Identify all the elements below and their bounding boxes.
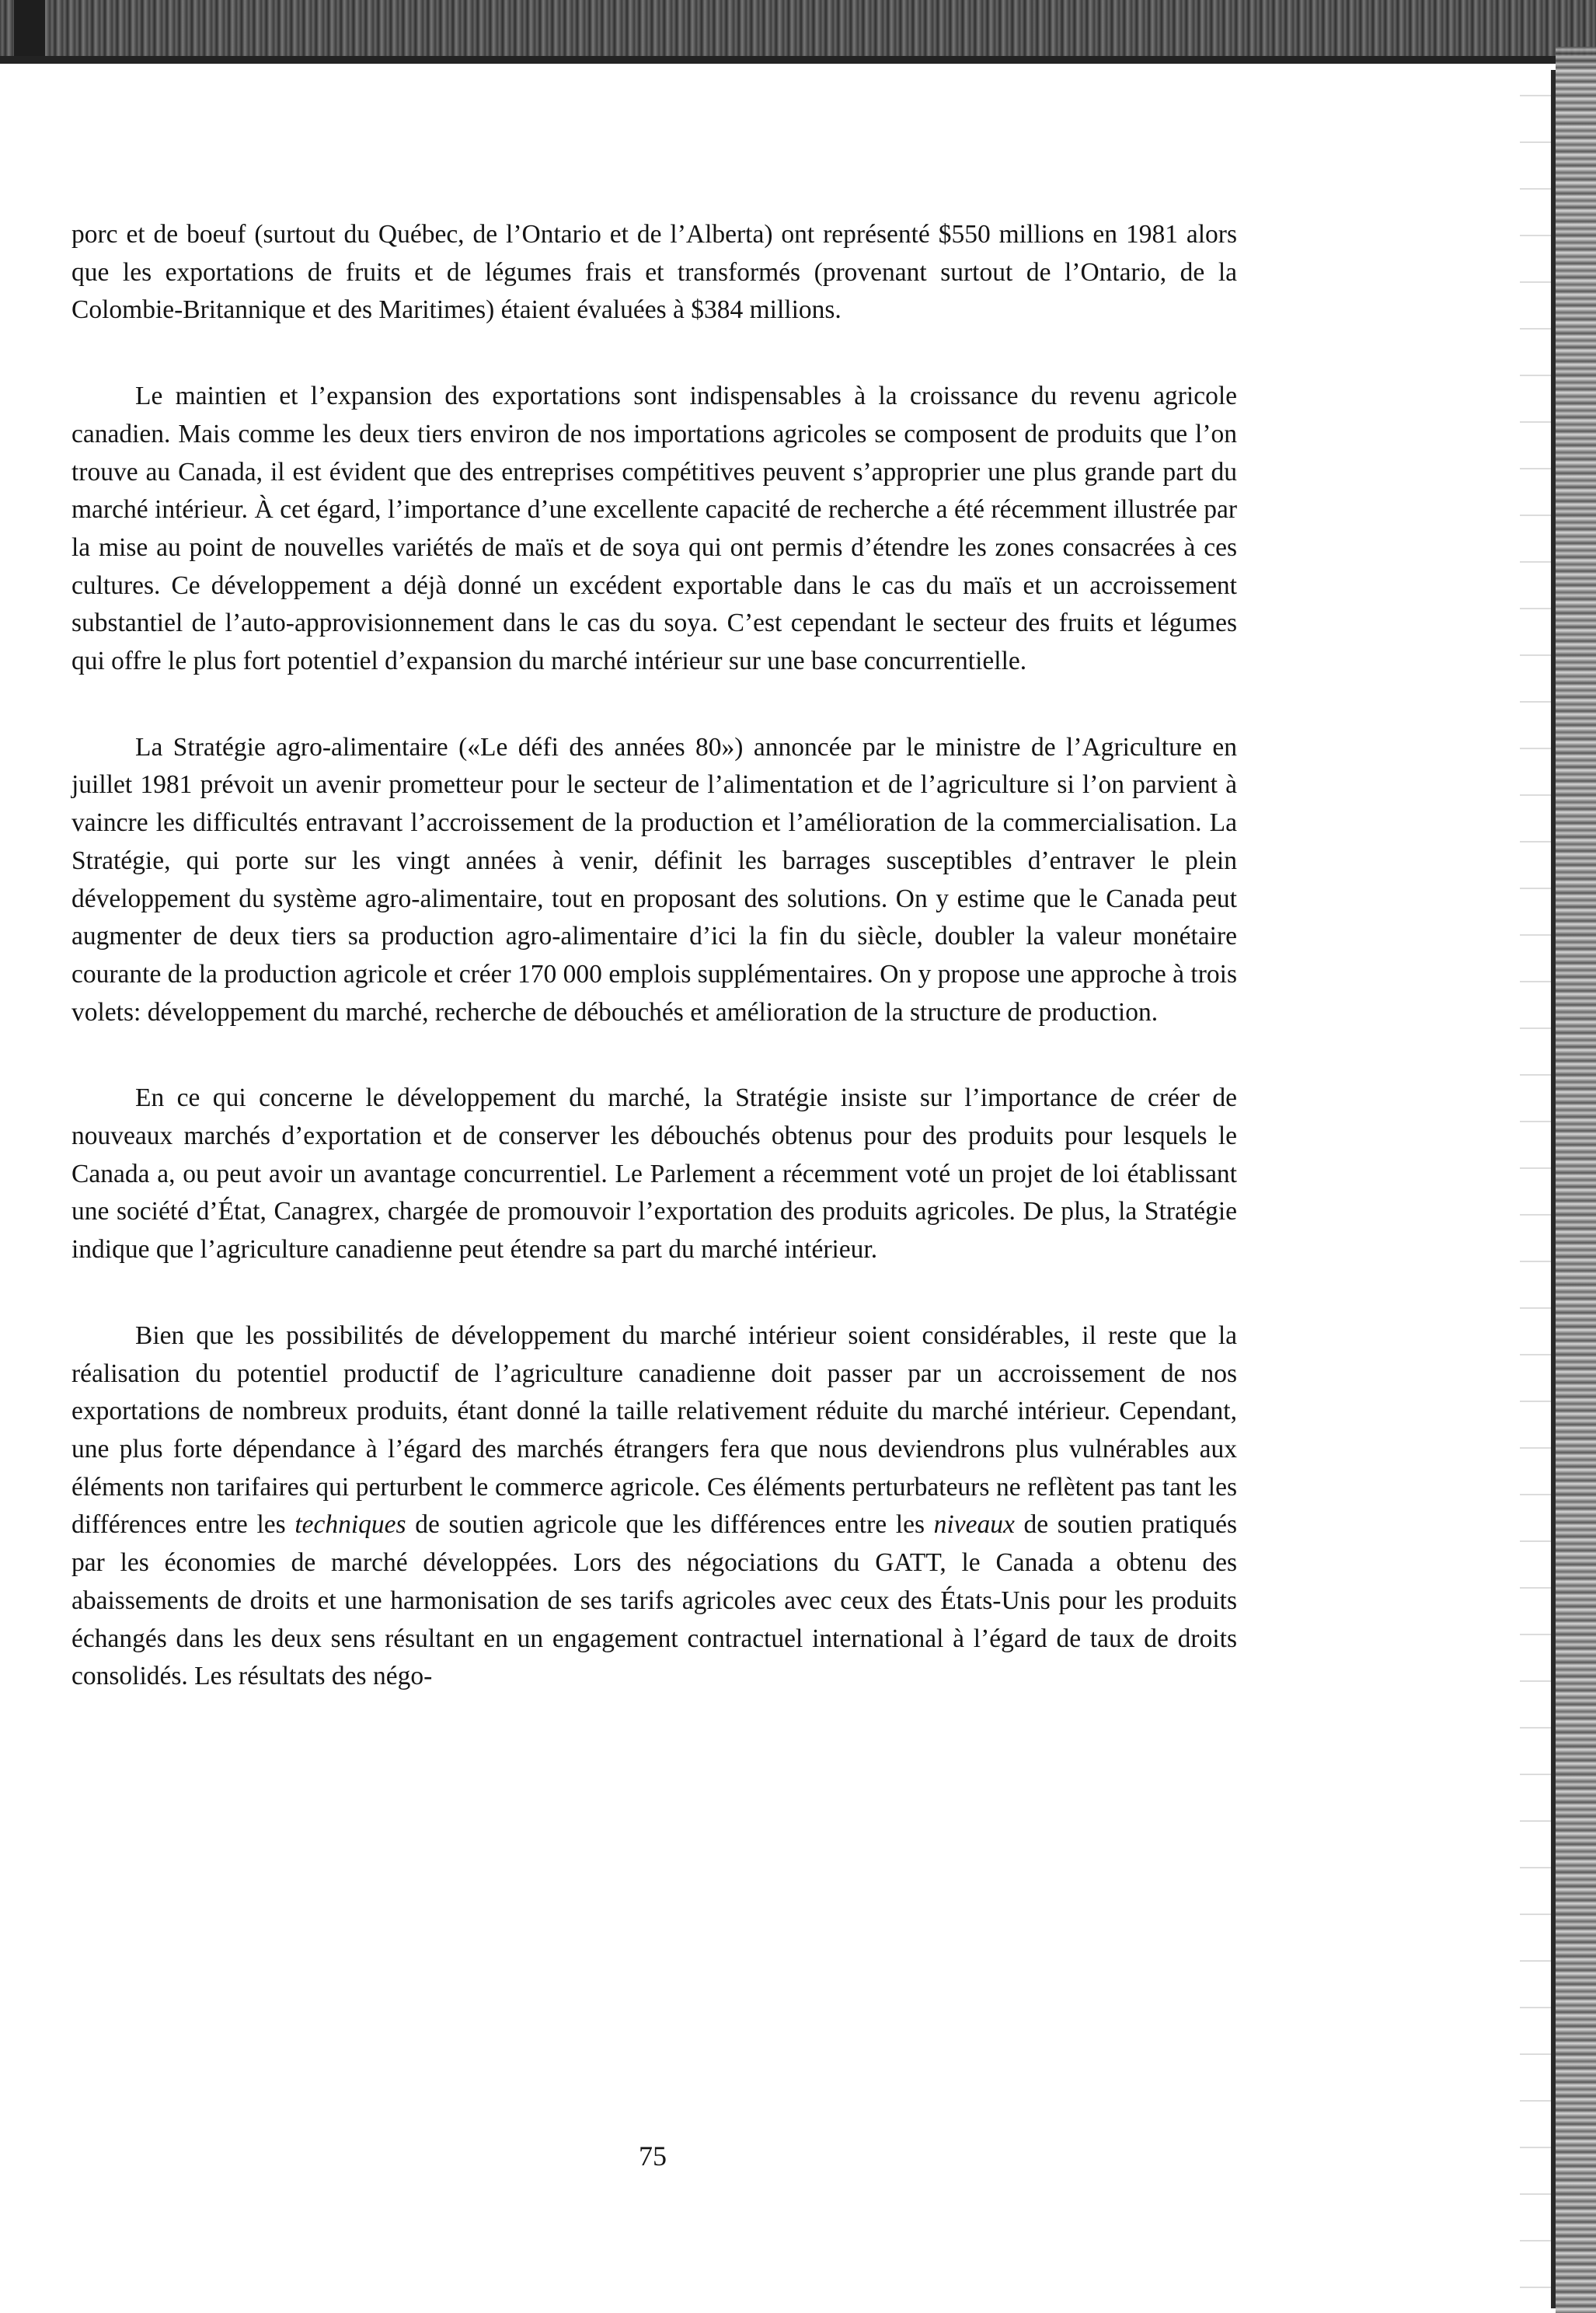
page-number: 75 (639, 2140, 667, 2172)
page-body (71, 216, 1237, 1744)
paragraph-foreign-markets (71, 1317, 1237, 1696)
text-segment: de soutien pratiqués par les économies de marché développées. Lors des négociations du GATT, le Canada a obtenu des abaissements de droits et une harmonisation de ses tarifs agricoles avec ceux des États-Unis pour les produits échangés dans les deux sens résultant en un engagement contractuel international à l’égard de taux de droits consolidés. Les résultats des négo- (71, 1510, 1237, 1691)
emphasis-techniques: techniques (294, 1510, 406, 1540)
paragraph-continuation: porc et de boeuf (surtout du Québec, de l’Ontario et de l’Alberta) ont représenté $550 millions en 1981 alors que les exportations de fruits et de légumes frais et transformés (provenant surtout de l’Ontario, de la Colombie-Britannique et des Maritimes) étaient évaluées à $384 millions. (71, 220, 1237, 325)
scan-artifact-top (0, 0, 1596, 64)
scan-artifact-right-edge (1556, 47, 1596, 2313)
paragraph-export-expansion: Le maintien et l’expansion des exportations sont indispensables à la croissance du revenu agricole canadien. Mais comme les deux tiers environ de nos importations agricoles se composent de produits que l’on trouve au Canada, il est évident que des entreprises compétitives peuvent s’approprier une plus grande part du marché intérieur. À cet égard, l’importance d’une excellente capacité de recherche a été récemment illustrée par la mise au point de nouvelles variétés de maïs et de soya qui ont permis d’étendre les zones consacrées à ces cultures. Ce développement a déjà donné un excédent exportable dans le cas du maïs et un accroissement substantiel de l’auto-approvisionnement dans le cas du soya. C’est cependant le secteur des fruits et légumes qui offre le plus fort potentiel d’expansion du marché intérieur sur une base concurrentielle. (71, 382, 1237, 676)
page-binding-edge (1551, 70, 1556, 2308)
scan-noise (1520, 78, 1551, 2301)
text-segment: Bien que les possibilités de développement du marché intérieur soient considérables, il reste que la réalisation du potentiel productif de l’agriculture canadienne doit passer par un accroissement de nos exportations de nombreux produits, étant donné la taille relativement réduite du marché intérieur. Cependant, une plus forte dépendance à l’égard des marchés étrangers fera que nous deviendrons plus vulnérables aux éléments non tarifaires qui perturbent le commerce agricole. Ces éléments perturbateurs ne reflètent pas tant les différences entre les (71, 1320, 1237, 1540)
paragraph-market-development: En ce qui concerne le développement du marché, la Stratégie insiste sur l’importance de créer de nouveaux marchés d’exportation et de conserver les débouchés obtenus pour des produits pour lesquels le Canada a, ou peut avoir un avantage concurrentiel. Le Parlement a récemment voté un projet de loi établissant une société d’État, Canagrex, chargée de promouvoir l’exportation des produits agricoles. De plus, la Stratégie indique que l’agriculture canadienne peut étendre sa part du marché intérieur. (71, 1083, 1237, 1265)
text-segment: de soutien agricole que les différences entre les (406, 1510, 934, 1540)
paragraph-agrifood-strategy: La Stratégie agro-alimentaire («Le défi des années 80») annoncée par le ministre de l’Agriculture en juillet 1981 prévoit un avenir prometteur pour le secteur de l’alimentation et de l’agriculture si l’on parvient à vaincre les difficultés entravant l’accroissement de la production et l’amélioration de la commercialisation. La Stratégie, qui porte sur les vingt années à venir, définit les barrages susceptibles d’entraver le plein développement du système agro-alimentaire, tout en proposant des solutions. On y estime que le Canada peut augmenter de deux tiers sa production agro-alimentaire d’ici la fin du siècle, doubler la valeur monétaire courante de la production agricole et créer 170 000 emplois supplémentaires. On y propose une approche à trois volets: développement du marché, recherche de débouchés et amélioration de la structure de production. (71, 732, 1237, 1027)
emphasis-niveaux: niveaux (933, 1510, 1015, 1540)
scan-artifact-mark (14, 0, 45, 64)
